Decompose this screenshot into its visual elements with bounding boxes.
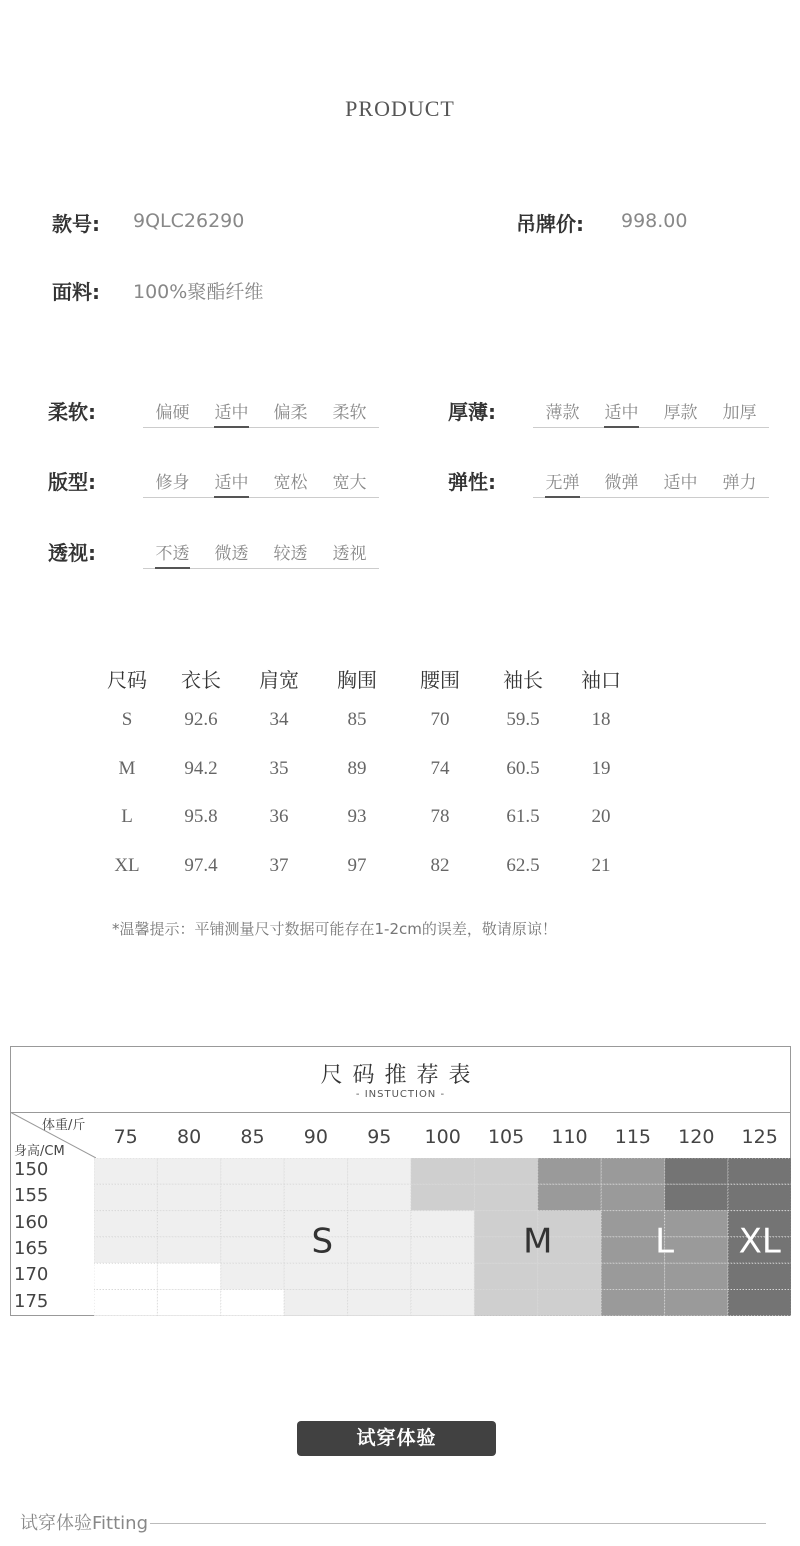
price-label: 吊牌价:: [516, 212, 584, 236]
attribute-label: 厚薄:: [448, 400, 496, 424]
size-column-header: 肩宽: [259, 667, 299, 692]
recommendation-cell: [728, 1184, 791, 1210]
size-value-cell: 36: [269, 806, 289, 828]
weight-label: 95: [367, 1126, 392, 1148]
size-value-cell: 59.5: [506, 709, 540, 731]
recommendation-cell: [348, 1158, 411, 1184]
recommendation-cell: [221, 1237, 284, 1263]
recommendation-cell: [665, 1263, 728, 1289]
weight-axis-label: 体重/斤: [42, 1118, 86, 1133]
attribute-option-selected: 不透: [143, 539, 202, 569]
recommendation-cell: [157, 1263, 220, 1289]
recommendation-cell: [601, 1184, 664, 1210]
recommendation-cell: [665, 1237, 728, 1263]
attribute-options: [143, 468, 379, 498]
size-column-header: 袖口: [581, 667, 621, 692]
size-value-cell: 61.5: [506, 806, 540, 828]
recommendation-cell: [411, 1211, 474, 1237]
size-value-cell: 21: [591, 854, 611, 876]
recommendation-cell: [665, 1211, 728, 1237]
recommendation-cell: [157, 1211, 220, 1237]
size-name-cell: S: [121, 709, 133, 731]
size-note: *温馨提示：平铺测量尺寸数据可能存在1-2cm的误差，敬请原谅！: [112, 920, 557, 938]
recommendation-cell: [728, 1263, 791, 1289]
size-value-cell: 18: [591, 709, 611, 731]
attribute-options: [143, 398, 379, 428]
attribute-option: 厚款: [651, 398, 710, 428]
recommendation-cell: [221, 1263, 284, 1289]
attribute-option: 宽大: [320, 468, 379, 498]
recommendation-cell: [665, 1158, 728, 1184]
recommendation-cell: [348, 1290, 411, 1316]
attribute-label: 柔软:: [48, 400, 96, 424]
weight-label: 85: [240, 1126, 265, 1148]
recommendation-cell: [474, 1263, 537, 1289]
attribute-option: 加厚: [710, 398, 769, 428]
size-recommendation-grid: [94, 1158, 791, 1316]
weight-label: 115: [614, 1126, 652, 1148]
recommendation-cell: [728, 1158, 791, 1184]
size-row: [92, 842, 640, 891]
fitting-section-label: 试穿体验Fitting: [20, 1513, 148, 1534]
size-value-cell: 93: [347, 806, 367, 828]
weight-label: 110: [551, 1126, 588, 1148]
weight-label: 75: [113, 1126, 138, 1148]
recommendation-cell: [411, 1184, 474, 1210]
recommendation-cell: [157, 1184, 220, 1210]
size-table-header: [92, 660, 640, 696]
weight-label: 125: [741, 1126, 778, 1148]
size-column-header: 尺码: [107, 667, 147, 692]
attribute-option: 较透: [261, 539, 320, 569]
recommendation-cell: [411, 1263, 474, 1289]
size-value-cell: 19: [591, 757, 611, 779]
recommendation-cell: [601, 1263, 664, 1289]
attribute-option: 宽松: [261, 468, 320, 498]
size-value-cell: 74: [430, 757, 450, 779]
recommendation-cell: [94, 1211, 157, 1237]
zone-label-s: S: [311, 1221, 334, 1262]
fitting-divider: [150, 1523, 766, 1524]
recommendation-cell: [348, 1211, 411, 1237]
attribute-option: 柔软: [320, 398, 379, 428]
size-value-cell: 92.6: [184, 709, 218, 731]
weight-label: 105: [487, 1126, 525, 1148]
height-label: 175: [14, 1290, 49, 1312]
attribute-option: 微弹: [592, 468, 651, 498]
product-heading: PRODUCT: [345, 96, 455, 121]
size-value-cell: 62.5: [506, 854, 540, 876]
attribute-option-selected: 无弹: [533, 468, 592, 498]
recommendation-cell: [284, 1290, 347, 1316]
recommendation-cell: [665, 1184, 728, 1210]
recommendation-cell: [94, 1184, 157, 1210]
size-value-cell: 97: [347, 854, 367, 876]
recommendation-cell: [411, 1237, 474, 1263]
recommendation-cell: [665, 1290, 728, 1316]
recommendation-cell: [538, 1184, 601, 1210]
attribute-option: 微透: [202, 539, 261, 569]
attribute-options: [143, 539, 379, 569]
zone-label-l: L: [655, 1221, 675, 1262]
height-label: 160: [14, 1211, 49, 1233]
recommendation-cell: [94, 1290, 157, 1316]
price-value: 998.00: [621, 210, 688, 232]
weight-label: 120: [678, 1126, 715, 1148]
recommendation-title: 尺码推荐表: [320, 1063, 481, 1088]
size-value-cell: 94.2: [184, 757, 218, 779]
recommendation-cell: [474, 1290, 537, 1316]
size-value-cell: 60.5: [506, 757, 540, 779]
recommendation-cell: [284, 1158, 347, 1184]
weight-label: 100: [424, 1126, 461, 1148]
recommendation-cell: [411, 1158, 474, 1184]
size-row: [92, 793, 640, 842]
size-name-cell: M: [118, 757, 136, 779]
recommendation-cell: [348, 1263, 411, 1289]
size-value-cell: 89: [347, 757, 367, 779]
recommendation-cell: [94, 1158, 157, 1184]
recommendation-cell: [94, 1263, 157, 1289]
fabric-value: 100%聚酯纤维: [133, 281, 264, 303]
size-column-header: 衣长: [181, 667, 221, 692]
recommendation-cell: [601, 1158, 664, 1184]
size-name-cell: XL: [114, 854, 140, 876]
attribute-label: 版型:: [48, 470, 96, 494]
size-column-header: 腰围: [420, 667, 460, 692]
size-value-cell: 95.8: [184, 806, 218, 828]
height-label: 165: [14, 1237, 49, 1259]
recommendation-cell: [157, 1290, 220, 1316]
attribute-options: [533, 398, 769, 428]
recommendation-cell: [601, 1290, 664, 1316]
recommendation-cell: [474, 1184, 537, 1210]
attribute-option-selected: 适中: [202, 468, 261, 498]
size-column-header: 袖长: [503, 667, 543, 692]
attribute-label: 弹性:: [448, 470, 496, 494]
recommendation-cell: [348, 1237, 411, 1263]
height-axis-label: 身高/CM: [14, 1144, 65, 1159]
size-value-cell: 35: [269, 757, 289, 779]
recommendation-cell: [221, 1290, 284, 1316]
height-label: 155: [14, 1185, 49, 1207]
recommendation-cell: [538, 1263, 601, 1289]
attribute-label: 透视:: [48, 541, 96, 565]
size-column-header: 胸围: [337, 667, 377, 692]
recommendation-cell: [538, 1158, 601, 1184]
attribute-option: 薄款: [533, 398, 592, 428]
style-no-value: 9QLC26290: [133, 210, 245, 232]
style-no-label: 款号:: [52, 212, 100, 236]
recommendation-cell: [221, 1211, 284, 1237]
recommendation-cell: [221, 1158, 284, 1184]
zone-label-xl: XL: [738, 1221, 781, 1262]
recommendation-cell: [157, 1237, 220, 1263]
height-label: 150: [14, 1159, 49, 1180]
size-value-cell: 85: [347, 709, 367, 731]
recommendation-cell: [538, 1290, 601, 1316]
size-value-cell: 20: [591, 806, 611, 828]
weight-label: 90: [303, 1126, 328, 1148]
recommendation-cell: [221, 1184, 284, 1210]
fabric-label: 面料:: [52, 280, 100, 304]
recommendation-cell: [411, 1290, 474, 1316]
recommendation-cell: [94, 1237, 157, 1263]
attribute-option: 透视: [320, 539, 379, 569]
attribute-option: 偏柔: [261, 398, 320, 428]
recommendation-cell: [474, 1158, 537, 1184]
zone-label-m: M: [523, 1221, 553, 1262]
size-table: [92, 660, 640, 890]
try-on-button[interactable]: 试穿体验: [297, 1421, 496, 1456]
size-value-cell: 34: [269, 709, 289, 731]
recommendation-cell: [284, 1263, 347, 1289]
size-row: [92, 745, 640, 794]
attribute-option: 修身: [143, 468, 202, 498]
height-label: 170: [14, 1264, 49, 1286]
recommendation-cell: [284, 1184, 347, 1210]
attribute-option: 弹力: [710, 468, 769, 498]
weight-label: 80: [177, 1126, 202, 1148]
recommendation-header-divider: [10, 1112, 791, 1113]
recommendation-cell: [728, 1290, 791, 1316]
size-value-cell: 70: [430, 709, 450, 731]
size-row: [92, 696, 640, 745]
recommendation-cell: [348, 1184, 411, 1210]
attribute-options: [533, 468, 769, 498]
size-value-cell: 37: [269, 854, 289, 876]
attribute-option: 适中: [651, 468, 710, 498]
attribute-option: 偏硬: [143, 398, 202, 428]
size-value-cell: 78: [430, 806, 450, 828]
size-name-cell: L: [121, 806, 133, 828]
attribute-option-selected: 适中: [592, 398, 651, 428]
attribute-option-selected: 适中: [202, 398, 261, 428]
recommendation-subtitle: - INSTUCTION -: [355, 1089, 446, 1100]
size-value-cell: 97.4: [184, 854, 218, 876]
recommendation-cell: [157, 1158, 220, 1184]
size-value-cell: 82: [430, 854, 450, 876]
